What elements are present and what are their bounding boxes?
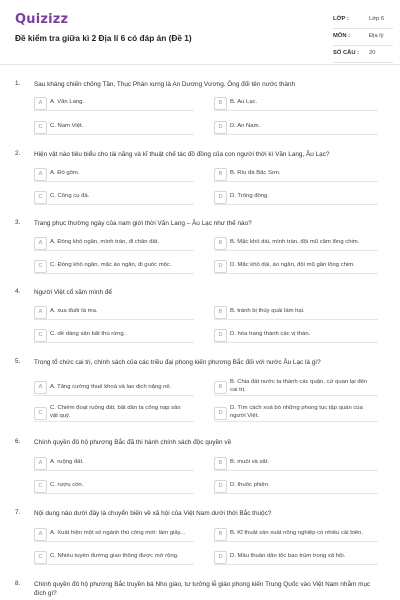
option-c[interactable]: [34, 551, 194, 565]
option-d[interactable]: [214, 121, 378, 135]
option-letter: B: [214, 97, 227, 110]
question-number: 3.: [15, 219, 21, 226]
option-b[interactable]: [214, 378, 378, 396]
option-letter: B: [214, 237, 227, 250]
option-letter: D: [214, 260, 227, 273]
option-d[interactable]: [214, 260, 378, 274]
question-text: Hiện vật nào tiêu biểu cho tài năng và kĩ thuật chế tác đồ đồng của con người thời kì Văn Lang, Âu Lạc?: [34, 151, 330, 158]
option-text: D. Trống đồng.: [230, 193, 269, 199]
option-letter: D: [214, 191, 227, 204]
option-text: A. Văn Lang.: [50, 99, 85, 105]
option-letter: A: [34, 306, 47, 319]
question-number: 6.: [15, 438, 21, 445]
option-letter: D: [214, 551, 227, 564]
option-b[interactable]: [214, 97, 378, 111]
option-letter: C: [34, 329, 47, 342]
question-number: 4.: [15, 288, 21, 295]
question-text: Chính quyền đô hộ phương Bắc truyền bá Nho giáo, tư tưởng lễ giáo phong kiến Trung Quốc vào Việt Nam nhằm mục đích gì?: [34, 581, 371, 597]
header-divider: [0, 64, 400, 65]
question-text: Sau kháng chiến chống Tần, Thục Phán xưng là An Dương Vương. Ông đối tên nước thành: [34, 81, 296, 88]
option-letter: B: [214, 306, 227, 319]
question-number: 8.: [15, 580, 21, 587]
option-letter: A: [34, 528, 47, 541]
option-c[interactable]: [34, 191, 194, 205]
option-a[interactable]: [34, 378, 194, 396]
option-a[interactable]: [34, 306, 194, 320]
option-letter: B: [214, 528, 227, 541]
meta-label: SỐ CÂU :: [333, 50, 360, 56]
option-b[interactable]: [214, 528, 378, 542]
question-text: Người Việt cổ xăm mình để: [34, 289, 112, 296]
option-b[interactable]: [214, 168, 378, 182]
question-number: 1.: [15, 80, 21, 87]
meta-label: MÔN :: [333, 33, 351, 39]
option-letter: D: [214, 407, 227, 420]
question-text: Trong tổ chức cai trị, chính sách của các triều đại phong kiến phương Bắc đối với nước Âu Lạc là gì?: [34, 359, 321, 366]
option-text: A. ruộng đất.: [50, 459, 84, 465]
option-text: A. Đóng khố ngắn, mình trần, đi chân đất.: [50, 239, 160, 245]
page-title: Đề kiểm tra giữa kì 2 Địa lí 6 có đáp án (Đề 1): [15, 33, 192, 43]
option-letter: B: [214, 457, 227, 470]
question-number: 7.: [15, 509, 21, 516]
option-text: B. Mặc khố dài, mình trần, đội mũ cắm lông chim.: [230, 239, 360, 245]
option-letter: C: [34, 480, 47, 493]
option-text: D. An Nam.: [230, 123, 261, 129]
option-text: D. hóa trang thành các vị thần.: [230, 331, 311, 337]
option-c[interactable]: [34, 404, 194, 422]
option-letter: B: [214, 168, 227, 181]
option-text: C. Nam Việt.: [50, 123, 84, 129]
option-a[interactable]: [34, 457, 194, 471]
quiz-meta: [333, 14, 393, 65]
option-letter: A: [34, 381, 47, 394]
option-a[interactable]: [34, 97, 194, 111]
option-d[interactable]: [214, 551, 378, 565]
option-d[interactable]: [214, 480, 378, 494]
option-text: C. dễ dàng săn bắt thú rừng.: [50, 331, 126, 337]
option-a[interactable]: [34, 237, 194, 251]
option-letter: C: [34, 121, 47, 134]
option-c[interactable]: [34, 329, 194, 343]
option-b[interactable]: [214, 457, 378, 471]
option-text: B. tránh bị thủy quái làm hại.: [230, 308, 305, 314]
option-text: D. Mâu thuẫn dân tộc bao trùm trong xã hội.: [230, 553, 346, 559]
option-d[interactable]: [214, 404, 378, 422]
option-text: C. Nhiều tuyến đường giao thông được mở rộng.: [50, 553, 179, 559]
option-text: A. xua đuổi tà ma.: [50, 308, 98, 314]
option-text: C. Chiếm đoạt ruộng đất, bắt dân ta cống nạp sản vật quý.: [50, 405, 181, 419]
meta-label: LỚP :: [333, 16, 349, 22]
meta-value: Địa lý: [369, 33, 384, 39]
option-d[interactable]: [214, 191, 378, 205]
option-letter: C: [34, 551, 47, 564]
question-number: 2.: [15, 150, 21, 157]
header: [0, 0, 400, 62]
meta-count: [333, 48, 393, 63]
question-number: 5.: [15, 358, 21, 365]
option-text: D. Mặc khố dài, áo ngắn, đội mũ gắn lông chim.: [230, 262, 355, 268]
option-b[interactable]: [214, 306, 378, 320]
option-letter: A: [34, 168, 47, 181]
option-letter: A: [34, 97, 47, 110]
meta-class: [333, 14, 393, 29]
option-text: D. thuốc phiện.: [230, 482, 270, 488]
meta-value: Lớp 6: [369, 16, 385, 22]
option-b[interactable]: [214, 237, 378, 251]
option-text: B. Âu Lạc.: [230, 99, 258, 105]
question-text: Nội dung nào dưới đây là chuyển biến về xã hội của Việt Nam dưới thời Bắc thuộc?: [34, 510, 272, 517]
option-text: C. Đóng khố ngắn, mặc áo ngắn, đi guốc mộc.: [50, 262, 172, 268]
option-text: B. Rìu đá Bắc Sơn.: [230, 170, 281, 176]
option-text: B. muối và sắt.: [230, 459, 269, 465]
question-text: Chính quyền đô hộ phương Bắc đã thi hành chính sách độc quyền về: [34, 439, 232, 446]
option-letter: D: [214, 121, 227, 134]
option-c[interactable]: [34, 260, 194, 274]
option-text: C. Công cụ đá.: [50, 193, 90, 199]
option-letter: B: [214, 381, 227, 394]
option-text: A. Tăng cường thuế khoá và lao dịch nặng nề.: [50, 384, 172, 390]
option-a[interactable]: [34, 528, 194, 542]
meta-value: 20: [369, 50, 376, 56]
option-letter: D: [214, 329, 227, 342]
option-c[interactable]: [34, 480, 194, 494]
option-letter: D: [214, 480, 227, 493]
option-letter: A: [34, 237, 47, 250]
option-letter: C: [34, 260, 47, 273]
quizizz-logo[interactable]: Quizizz: [15, 12, 69, 27]
option-letter: C: [34, 407, 47, 420]
option-text: C. rượu cồn.: [50, 482, 84, 488]
option-text: A. Xuất hiện một số ngành thủ công mới: làm giấy...: [50, 530, 186, 536]
question-text: Trang phục thường ngày của nam giới thời Văn Lang – Âu Lạc như thế nào?: [34, 220, 252, 227]
option-c[interactable]: [34, 121, 194, 135]
option-text: D. Tìm cách xoá bỏ những phong tục tập quán của người Việt.: [230, 405, 363, 419]
option-a[interactable]: [34, 168, 194, 182]
option-d[interactable]: [214, 329, 378, 343]
option-letter: C: [34, 191, 47, 204]
option-letter: A: [34, 457, 47, 470]
option-text: A. Đồ gốm.: [50, 170, 80, 176]
option-text: B. Chia đất nước ta thành các quận, cử quan lại đến cai trị.: [230, 379, 368, 393]
option-text: B. Kĩ thuật sản xuất nông nghiệp có nhiều cải biến.: [230, 530, 363, 536]
meta-subject: [333, 31, 393, 46]
